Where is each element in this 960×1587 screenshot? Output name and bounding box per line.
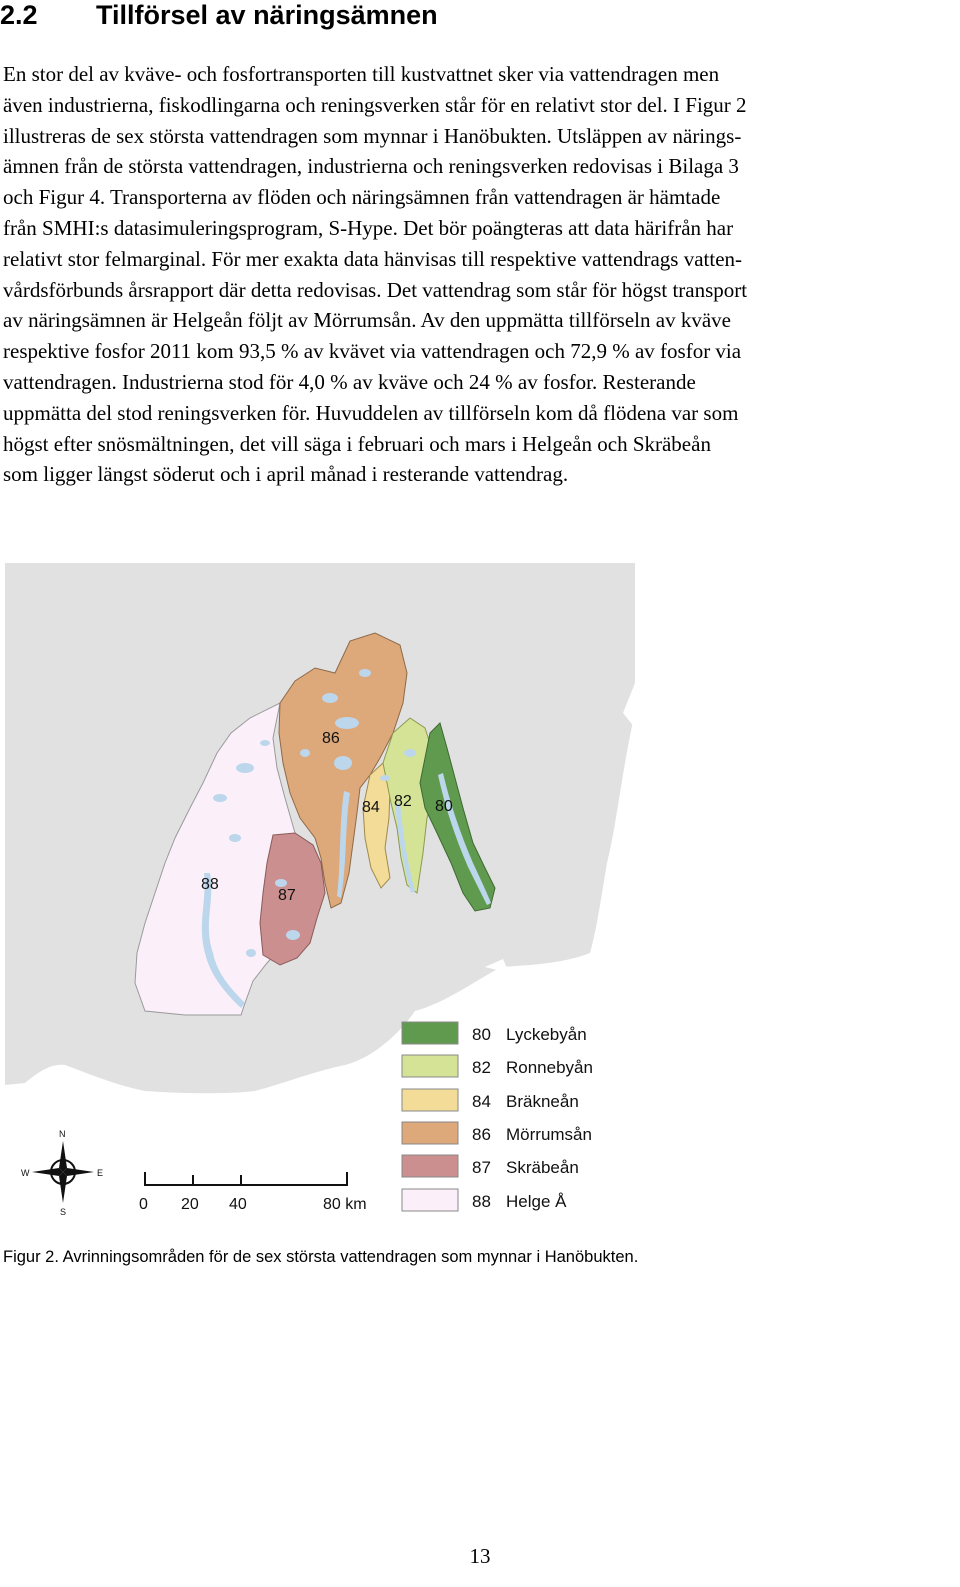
lake bbox=[359, 669, 371, 677]
paragraph-line: av näringsämnen är Helgeån följt av Mörrumsån. Av den uppmätta tillförseln av kväve bbox=[3, 308, 731, 333]
figure-caption: Figur 2. Avrinningsområden för de sex största vattendragen som mynnar i Hanöbukten. bbox=[3, 1248, 639, 1266]
paragraph-line: högst efter snösmältningen, det vill säga i februari och mars i Helgeån och Skräbeån bbox=[3, 431, 711, 456]
compass-n: N bbox=[59, 1129, 66, 1139]
lake bbox=[236, 763, 254, 773]
scale-label-80-km: 80 km bbox=[323, 1196, 367, 1213]
region-label-82: 82 bbox=[394, 793, 412, 810]
lake bbox=[275, 879, 287, 887]
legend-swatch-86 bbox=[402, 1122, 458, 1144]
compass-e: E bbox=[97, 1168, 104, 1178]
paragraph-line: En stor del av kväve- och fosfortransporten till kustvattnet sker via vattendragen men bbox=[3, 62, 720, 86]
section-number: 2.2 bbox=[0, 0, 38, 30]
legend-code: 88 bbox=[472, 1192, 491, 1211]
legend-swatch-88 bbox=[402, 1189, 458, 1211]
compass-s: S bbox=[60, 1207, 67, 1217]
legend-name: Mörrumsån bbox=[506, 1125, 592, 1144]
legend-name: Ronnebyån bbox=[506, 1058, 593, 1077]
page-number: 13 bbox=[469, 1544, 491, 1568]
lake bbox=[260, 740, 270, 746]
lake bbox=[286, 930, 300, 940]
paragraph-line: även industrierna, fiskodlingarna och reningsverken står för en relativt stor del. I Figur 2 bbox=[3, 92, 747, 117]
paragraph-line: uppmätta del stod reningsverken för. Huvuddelen av tillförseln kom då flödena var som bbox=[3, 400, 739, 425]
lake bbox=[404, 749, 416, 757]
region-label-84: 84 bbox=[362, 799, 380, 816]
paragraph-line: relativt stor felmarginal. För mer exakta data hänvisas till respektive vattendrags vatten- bbox=[3, 246, 743, 271]
catchment-map bbox=[5, 563, 635, 1218]
paragraph-line: illustreras de sex största vattendragen som mynnar i Hanöbukten. Utsläppen av närings- bbox=[3, 123, 742, 148]
legend-swatch-84 bbox=[402, 1089, 458, 1111]
legend-name: Bräkneån bbox=[506, 1092, 579, 1111]
compass-w: W bbox=[21, 1168, 30, 1178]
lake bbox=[300, 749, 310, 757]
paragraph-line: vattendragen. Industrierna stod för 4,0 % av kväve och 24 % av fosfor. Resterande bbox=[3, 369, 696, 394]
legend-code: 86 bbox=[472, 1125, 491, 1144]
legend-swatch-82 bbox=[402, 1055, 458, 1077]
region-label-86: 86 bbox=[322, 730, 340, 747]
legend-code: 84 bbox=[472, 1092, 491, 1111]
legend-swatch-87 bbox=[402, 1155, 458, 1177]
paragraph-line: och Figur 4. Transporterna av flöden och näringsämnen från vattendragen är hämtade bbox=[3, 185, 721, 210]
region-label-87: 87 bbox=[278, 887, 296, 904]
lake bbox=[380, 775, 390, 781]
section-heading bbox=[0, 0, 438, 30]
paragraph-line: som ligger längst söderut och i april månad i resterande vattendrag. bbox=[3, 462, 569, 487]
region-label-80: 80 bbox=[435, 798, 453, 815]
region-label-88: 88 bbox=[201, 876, 219, 893]
paragraph-line: vårdsförbunds årsrapport där detta redovisas. Det vattendrag som står för högst transport bbox=[3, 277, 748, 302]
paragraph-line: från SMHI:s datasimuleringsprogram, S-Hype. Det bör poängteras att data härifrån har bbox=[3, 215, 734, 240]
lake bbox=[322, 693, 338, 703]
scale-label-40: 40 bbox=[229, 1196, 247, 1213]
body-paragraph bbox=[3, 59, 953, 490]
lake bbox=[229, 834, 241, 842]
paragraph-line: ämnen från de största vattendragen, industrierna och reningsverken redovisas i Bilaga 3 bbox=[3, 154, 739, 179]
section-title: Tillförsel av näringsämnen bbox=[96, 0, 438, 30]
lake bbox=[213, 794, 227, 802]
legend-name: Lyckebyån bbox=[506, 1025, 587, 1044]
catchment-map-figure bbox=[5, 563, 635, 1218]
legend-code: 82 bbox=[472, 1058, 491, 1077]
legend-code: 80 bbox=[472, 1025, 491, 1044]
lake bbox=[334, 756, 352, 770]
lake bbox=[335, 717, 359, 729]
legend-name: Skräbeån bbox=[506, 1158, 579, 1177]
lake bbox=[246, 949, 256, 957]
scale-label-0: 0 bbox=[139, 1196, 148, 1213]
scale-label-20: 20 bbox=[181, 1196, 199, 1213]
legend-name: Helge Å bbox=[506, 1192, 567, 1211]
paragraph-line: respektive fosfor 2011 kom 93,5 % av kvävet via vattendragen och 72,9 % av fosfor via bbox=[3, 339, 742, 364]
legend-swatch-80 bbox=[402, 1022, 458, 1044]
legend-code: 87 bbox=[472, 1158, 491, 1177]
